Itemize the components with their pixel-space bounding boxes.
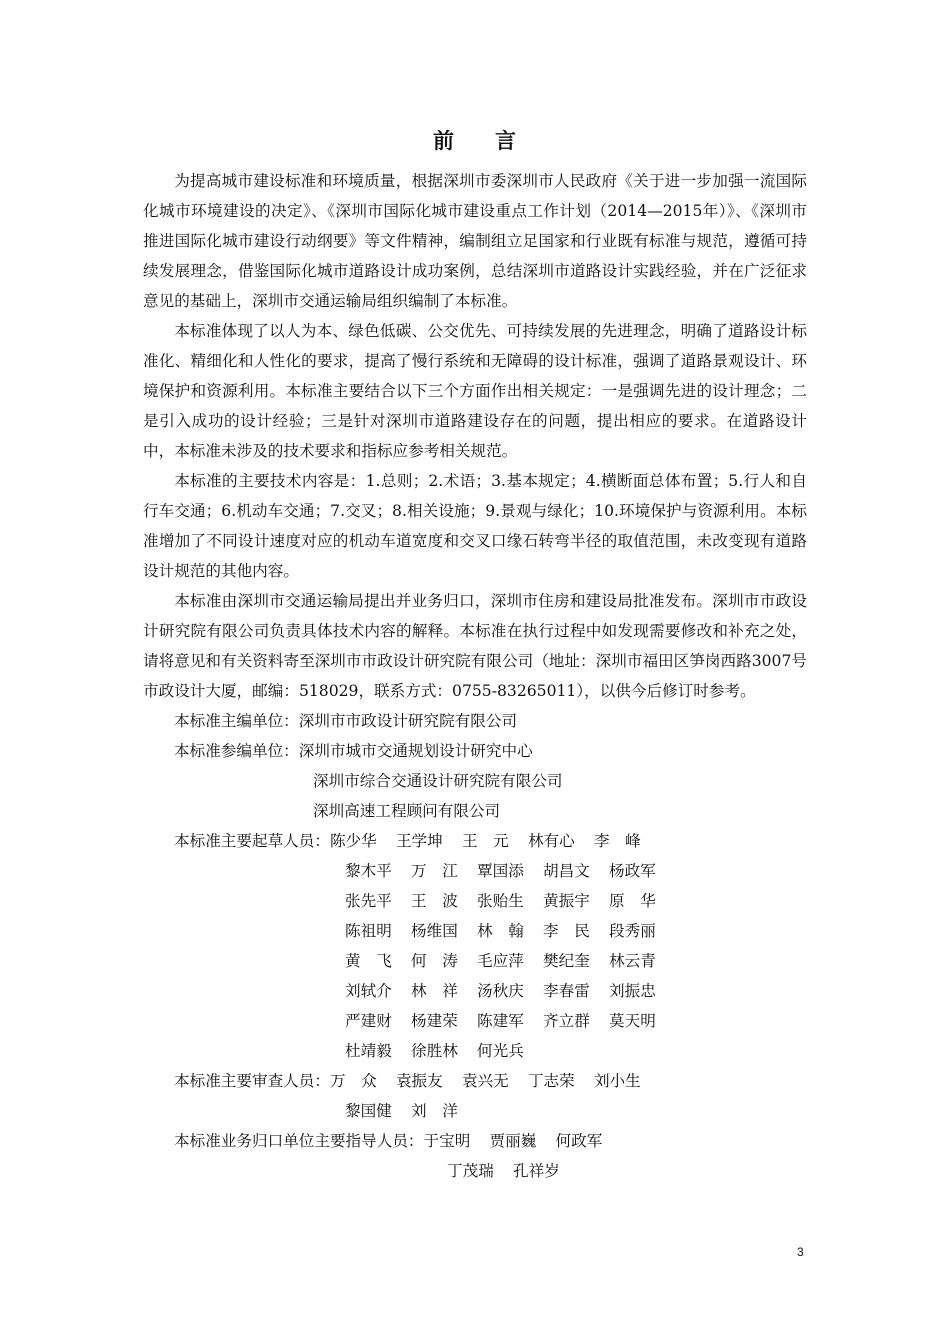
- participating-unit-value: 深圳市城市交通规划设计研究中心: [298, 742, 533, 760]
- guides-label: 本标准业务归口单位主要指导人员：: [174, 1132, 424, 1150]
- paragraph-3: 本标准的主要技术内容是：1.总则；2.术语；3.基本规定；4.横断面总体布置；5.行人和自行车交通；6.机动车交通；7.交叉；8.相关设施；9.景观与绿化；10.环境保护与资源利用。本标准增加了不同设计速度对应的机动车道宽度和交叉口缘石转弯半径的取值范围，未改变现有道路设计规范的其他内容。: [143, 472, 807, 580]
- person-name: 林有心: [527, 832, 575, 850]
- person-name: 杨政军: [609, 862, 656, 880]
- person-name: 丁茂瑞: [447, 1162, 494, 1180]
- paragraph-1: 为提高城市建设标准和环境质量，根据深圳市委深圳市人民政府《关于进一步加强一流国际化城市环境建设的决定》、《深圳市国际化城市建设重点工作计划（2014—2015年）》、《深圳市推进国际化城市建设行动纲要》等文件精神，编制组立足国家和行业既有标准与规范，遵循可持续发展理念，借鉴国际化城市道路设计成功案例，总结深圳市道路设计实践经验，并在广泛征求意见的基础上，深圳市交通运输局组织编制了本标准。: [143, 172, 807, 310]
- paragraph-2: 本标准体现了以人为本、绿色低碳、公交优先、可持续发展的先进理念，明确了道路设计标准化、精细化和人性化的要求，提高了慢行系统和无障碍的设计标准，强调了道路景观设计、环境保护和资源利用。本标准主要结合以下三个方面作出相关规定：一是强调先进的设计理念；二是引入成功的设计经验；三是针对深圳市道路建设存在的问题，提出相应的要求。在道路设计中，本标准未涉及的技术要求和指标应参考相关规范。: [143, 322, 807, 460]
- name-list: [424, 1126, 622, 1156]
- drafters-row: [143, 826, 807, 856]
- person-name: 何光兵: [477, 1042, 524, 1060]
- person-name: 陈祖明: [345, 922, 392, 940]
- person-name: 袁振友: [395, 1072, 443, 1090]
- name-list: [143, 976, 675, 1006]
- person-name: 何政军: [555, 1132, 603, 1150]
- name-list: [143, 1156, 579, 1186]
- person-name: 刘振忠: [609, 982, 656, 1000]
- person-name: 张贻生: [477, 892, 524, 910]
- person-name: 王 元: [461, 832, 509, 850]
- reviewers-label: 本标准主要审查人员：: [174, 1072, 330, 1090]
- person-name: 林 翰: [477, 922, 524, 940]
- person-name: 黄振宇: [543, 892, 590, 910]
- person-name: 袁兴无: [461, 1072, 509, 1090]
- person-name: 原 华: [609, 892, 656, 910]
- person-name: 万 江: [411, 862, 458, 880]
- person-name: 孔祥岁: [513, 1162, 560, 1180]
- person-name: 杜靖毅: [345, 1042, 392, 1060]
- reviewers-row: [143, 1096, 807, 1126]
- name-list: [143, 856, 675, 886]
- page-title: [0, 125, 950, 155]
- title-char-1: 前: [433, 129, 455, 153]
- person-name: 李 峰: [593, 832, 641, 850]
- person-name: 李春雷: [543, 982, 590, 1000]
- person-name: 莫天明: [609, 1012, 656, 1030]
- person-name: 刘轼介: [345, 982, 392, 1000]
- page-number: 3: [797, 1245, 804, 1259]
- drafters-label: 本标准主要起草人员：: [174, 832, 330, 850]
- person-name: 樊纪奎: [543, 952, 590, 970]
- title-char-2: 言: [495, 129, 517, 153]
- person-name: 刘小生: [593, 1072, 641, 1090]
- person-name: 杨建荣: [411, 1012, 458, 1030]
- guides-row: [143, 1126, 807, 1156]
- person-name: 张先平: [345, 892, 392, 910]
- drafters-row: [143, 1036, 807, 1066]
- person-name: 徐胜林: [411, 1042, 458, 1060]
- person-name: 毛应萍: [477, 952, 524, 970]
- participating-unit-value: 深圳高速工程顾问有限公司: [313, 802, 501, 820]
- participating-unit-row: [143, 796, 807, 826]
- chief-unit-row: [143, 706, 807, 736]
- person-name: 严建财: [345, 1012, 392, 1030]
- name-list: [143, 1096, 477, 1126]
- chief-unit-value: 深圳市市政设计研究院有限公司: [298, 712, 518, 730]
- name-list: [143, 1036, 543, 1066]
- person-name: 何 涛: [411, 952, 458, 970]
- name-list: [330, 1066, 660, 1096]
- name-list: [143, 916, 675, 946]
- reviewers-row: [143, 1066, 807, 1096]
- name-list: [330, 826, 660, 856]
- participating-unit-row: [143, 766, 807, 796]
- name-list: [143, 886, 675, 916]
- drafters-row: [143, 976, 807, 1006]
- participating-unit-row: [143, 736, 807, 766]
- person-name: 覃国添: [477, 862, 524, 880]
- name-list: [143, 946, 675, 976]
- drafters-row: [143, 946, 807, 976]
- person-name: 贾丽巍: [489, 1132, 537, 1150]
- person-name: 丁志荣: [527, 1072, 575, 1090]
- drafters-row: [143, 856, 807, 886]
- preface-body: [143, 166, 807, 1186]
- person-name: 于宝明: [423, 1132, 471, 1150]
- drafters-row: [143, 1006, 807, 1036]
- person-name: 陈少华: [329, 832, 377, 850]
- person-name: 胡昌文: [543, 862, 590, 880]
- person-name: 黎国健: [345, 1102, 392, 1120]
- person-name: 李 民: [543, 922, 590, 940]
- person-name: 杨维国: [411, 922, 458, 940]
- person-name: 黄 飞: [345, 952, 392, 970]
- drafters-row: [143, 886, 807, 916]
- person-name: 齐立群: [543, 1012, 590, 1030]
- participating-unit-value: 深圳市综合交通设计研究院有限公司: [313, 772, 563, 790]
- person-name: 段秀丽: [609, 922, 656, 940]
- drafters-row: [143, 916, 807, 946]
- person-name: 刘 洋: [411, 1102, 458, 1120]
- chief-unit-label: 本标准主编单位：: [174, 712, 299, 730]
- name-list: [143, 1006, 675, 1036]
- person-name: 汤秋庆: [477, 982, 524, 1000]
- person-name: 万 众: [329, 1072, 377, 1090]
- paragraph-4: 本标准由深圳市交通运输局提出并业务归口，深圳市住房和建设局批准发布。深圳市市政设计研究院有限公司负责具体技术内容的解释。本标准在执行过程中如发现需要修改和补充之处，请将意见和有关资料寄至深圳市市政设计研究院有限公司（地址：深圳市福田区笋岗西路3007号市政设计大厦，邮编：518029，联系方式：0755-83265011），以供今后修订时参考。: [143, 592, 807, 700]
- person-name: 陈建军: [477, 1012, 524, 1030]
- person-name: 林 祥: [411, 982, 458, 1000]
- person-name: 林云青: [609, 952, 656, 970]
- person-name: 王学坤: [395, 832, 443, 850]
- participating-unit-label: 本标准参编单位：: [174, 742, 299, 760]
- person-name: 王 波: [411, 892, 458, 910]
- guides-row: [143, 1156, 807, 1186]
- person-name: 黎木平: [345, 862, 392, 880]
